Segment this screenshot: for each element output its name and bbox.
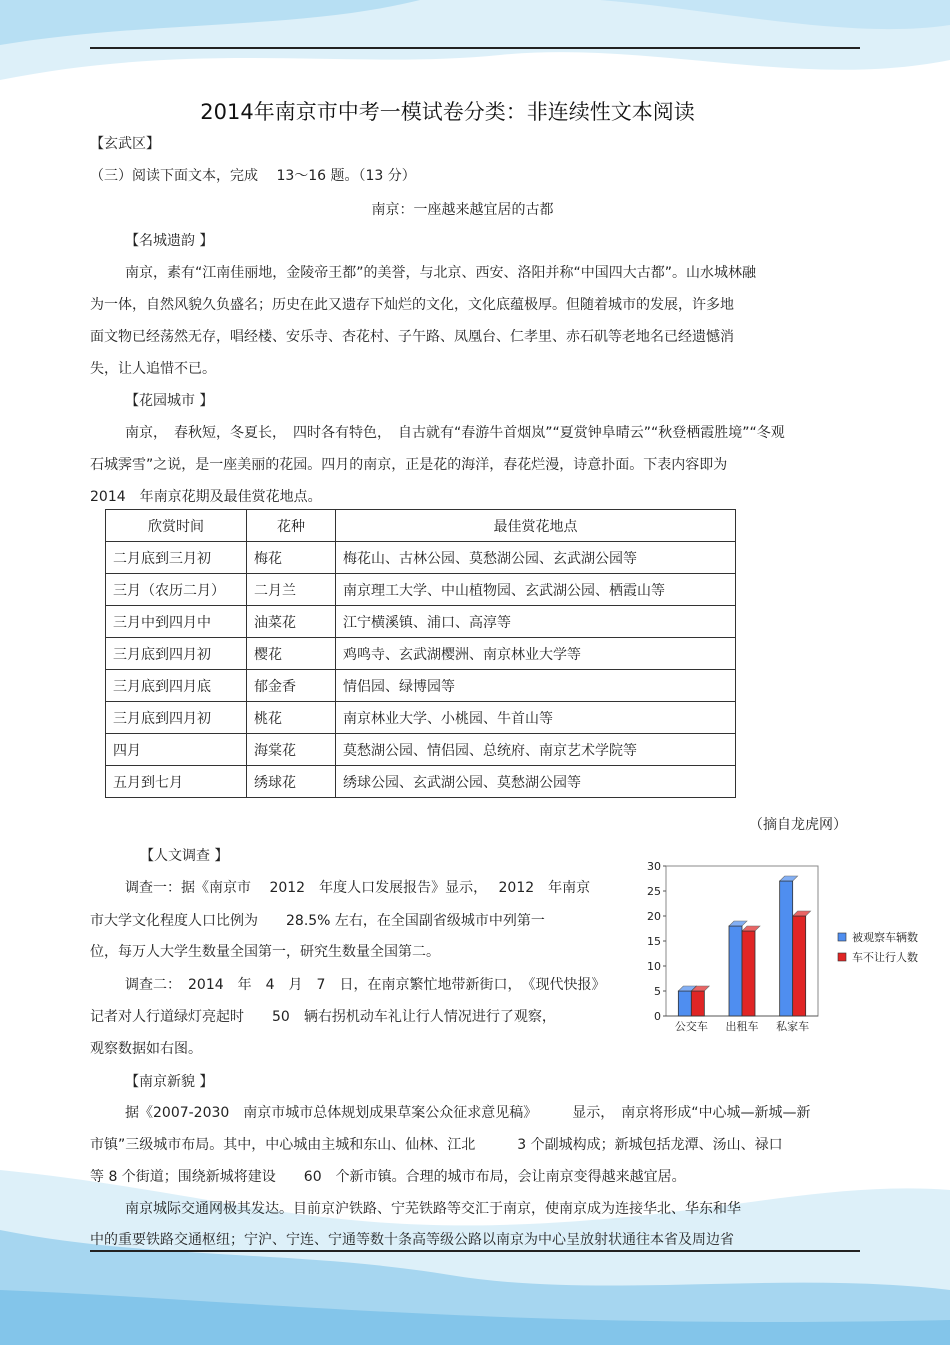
table-cell: 梅花 [247, 542, 336, 574]
x-tick-label: 出租车 [725, 1020, 759, 1033]
source-note: （摘自龙虎网） [749, 817, 847, 833]
page-title: 2014年南京市中考一模试卷分类：非连续性文本阅读 [200, 100, 695, 124]
table-row [106, 542, 736, 574]
paragraph-line: 为一体，自然风貌久负盛名；历史在此又遗存下灿烂的文化，文化底蕴极厚。但随着城市的发展，许多地 [90, 297, 734, 313]
bar [780, 881, 793, 1016]
header-cell: 最佳赏花地点 [336, 510, 736, 542]
table-row [106, 734, 736, 766]
table-cell: 三月底到四月初 [106, 702, 247, 734]
table-cell: 三月底到四月初 [106, 638, 247, 670]
table-row [106, 766, 736, 798]
paragraph-line: 南京，素有“江南佳丽地，金陵帝王都”的美誉，与北京、西安、洛阳并称“中国四大古都”。山水城林融 [125, 265, 757, 281]
paragraph-line: 市大学文化程度人口比例为 28.5% 左右，在全国副省级城市中列第一 [90, 913, 545, 929]
paragraph-line: 石城霁雪”之说，是一座美丽的花园。四月的南京，正是花的海洋，春花烂漫，诗意扑面。下表内容即为 [90, 457, 728, 473]
legend-label: 车不让行人数 [852, 951, 918, 964]
table-cell: 油菜花 [247, 606, 336, 638]
table-cell: 海棠花 [247, 734, 336, 766]
y-tick-label: 25 [647, 885, 661, 898]
table-cell: 二月底到三月初 [106, 542, 247, 574]
paragraph-line: 等 8 个街道；围绕新城将建设 60 个新市镇。合理的城市布局，会让南京变得越来越宜居。 [90, 1169, 686, 1185]
paragraph-line: 南京， 春秋短，冬夏长， 四时各有特色， 自古就有“春游牛首烟岚”“夏赏钟阜晴云”“秋登栖霞胜境”“冬观 [125, 425, 785, 441]
table-row [106, 638, 736, 670]
section-heading: 【花园城市 】 [125, 393, 214, 409]
y-tick-label: 0 [654, 1010, 661, 1023]
table-cell: 四月 [106, 734, 247, 766]
bar [678, 991, 691, 1016]
table-row [106, 606, 736, 638]
y-tick-label: 15 [647, 935, 661, 948]
bar [793, 916, 806, 1016]
district-label: 【玄武区】 [90, 136, 160, 152]
paragraph-line: 失，让人追惜不已。 [90, 361, 216, 377]
table-cell: 郁金香 [247, 670, 336, 702]
y-tick-label: 10 [647, 960, 661, 973]
table-cell: 梅花山、古林公园、莫愁湖公园、玄武湖公园等 [336, 542, 736, 574]
paragraph-line: 据《2007-2030 南京市城市总体规划成果草案公众征求意见稿》 显示， 南京将形成“中心城—新城—新 [125, 1105, 811, 1121]
table-cell: 莫愁湖公园、情侣园、总统府、南京艺术学院等 [336, 734, 736, 766]
bar [691, 991, 704, 1016]
y-tick-label: 30 [647, 860, 661, 873]
table-row [106, 574, 736, 606]
table-cell: 情侣园、绿博园等 [336, 670, 736, 702]
legend-swatch [838, 953, 846, 961]
legend-swatch [838, 933, 846, 941]
paragraph-line: 2014 年南京花期及最佳赏花地点。 [90, 489, 322, 505]
header-cell: 欣赏时间 [106, 510, 247, 542]
top-rule [90, 47, 860, 49]
legend-label: 被观察车辆数 [852, 931, 918, 944]
paragraph-line: 南京城际交通网极其发达。目前京沪铁路、宁芜铁路等交汇于南京，使南京成为连接华北、华东和华 [125, 1201, 741, 1217]
x-tick-label: 私家车 [776, 1020, 810, 1033]
x-tick-label: 公交车 [674, 1020, 708, 1033]
section-heading: 【名城遗韵 】 [125, 233, 214, 249]
table-cell: 五月到七月 [106, 766, 247, 798]
bar [742, 931, 755, 1016]
instruction: （三）阅读下面文本，完成 13～16 题。（13 分） [90, 168, 416, 184]
paragraph-line: 记者对人行道绿灯亮起时 50 辆右拐机动车礼让行人情况进行了观察， [90, 1009, 556, 1025]
bar-chart [640, 858, 940, 1038]
table-cell: 二月兰 [247, 574, 336, 606]
table-row [106, 702, 736, 734]
table-header-row [106, 510, 736, 542]
table-cell: 绣球花 [247, 766, 336, 798]
section-heading: 【南京新貌 】 [125, 1074, 214, 1090]
flower-table [105, 509, 736, 798]
y-tick-label: 5 [654, 985, 661, 998]
table-cell: 樱花 [247, 638, 336, 670]
table-cell: 桃花 [247, 702, 336, 734]
table-row [106, 670, 736, 702]
paragraph-line: 市镇”三级城市布局。其中，中心城由主城和东山、仙林、江北 3 个副城构成；新城包括龙潭、汤山、禄口 [90, 1137, 783, 1153]
table-cell: 江宁横溪镇、浦口、高淳等 [336, 606, 736, 638]
table-cell: 南京理工大学、中山植物园、玄武湖公园、栖霞山等 [336, 574, 736, 606]
section-heading: 【人文调查 】 [140, 848, 229, 864]
paragraph-line: 调查二： 2014 年 4 月 7 日，在南京繁忙地带新街口， 《现代快报》 [125, 977, 606, 993]
paragraph-line: 位，每万人大学生数量全国第一，研究生数量全国第二。 [90, 944, 440, 960]
table-cell: 鸡鸣寺、玄武湖樱洲、南京林业大学等 [336, 638, 736, 670]
bottom-rule [90, 1250, 860, 1252]
header-cell: 花种 [247, 510, 336, 542]
table-cell: 三月（农历二月） [106, 574, 247, 606]
paragraph-line: 中的重要铁路交通枢纽；宁沪、宁连、宁通等数十条高等级公路以南京为中心呈放射状通往本省及周边省 [90, 1232, 734, 1248]
bar [729, 926, 742, 1016]
paragraph-line: 面文物已经荡然无存，唱经楼、安乐寺、杏花村、子午路、凤凰台、仁孝里、赤石矶等老地名已经遗憾消 [90, 329, 734, 345]
table-cell: 三月中到四月中 [106, 606, 247, 638]
table-cell: 三月底到四月底 [106, 670, 247, 702]
article-title: 南京：一座越来越宜居的古都 [371, 202, 554, 218]
paragraph-line: 调查一：据《南京市 2012 年度人口发展报告》显示， 2012 年南京 [125, 880, 591, 896]
y-tick-label: 20 [647, 910, 661, 923]
paragraph-line: 观察数据如右图。 [90, 1041, 202, 1057]
table-cell: 南京林业大学、小桃园、牛首山等 [336, 702, 736, 734]
table-cell: 绣球公园、玄武湖公园、莫愁湖公园等 [336, 766, 736, 798]
